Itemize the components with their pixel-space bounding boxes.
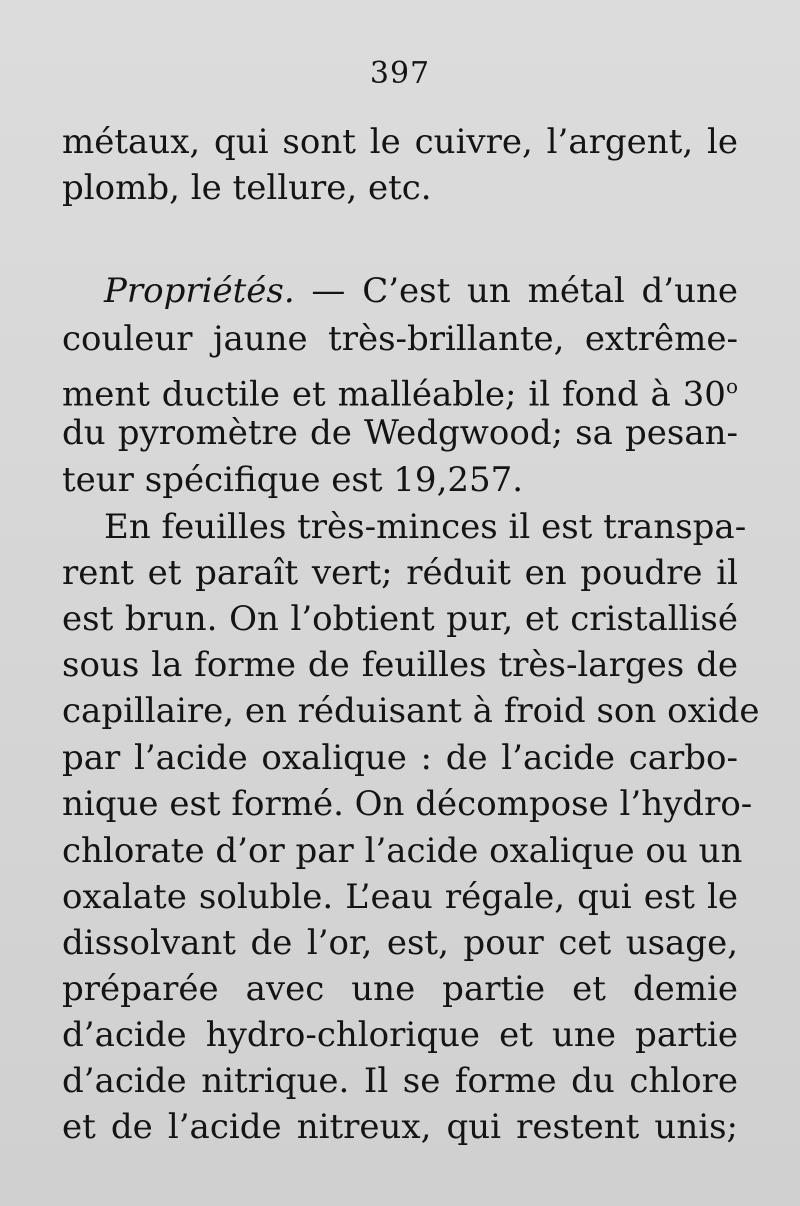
text-line: par l’acide oxalique : de l’acide carbo- (62, 738, 738, 778)
text-line (104, 268, 738, 314)
text-line: du pyromètre de Wedgwood; sa pesan- (62, 413, 738, 453)
page-number: 397 (369, 56, 431, 91)
text-line: et de l’acide nitreux, qui restent unis; (62, 1107, 738, 1147)
text-line: métaux, qui sont le cuivre, l’argent, le (62, 122, 738, 162)
text-line: rent et paraît vert; réduit en poudre il (62, 553, 738, 593)
text-line: est brun. On l’obtient pur, et cristallisé (62, 599, 738, 639)
text-fragment: — C’est un métal d’une (294, 271, 738, 311)
text-line: d’acide nitrique. Il se forme du chlore (62, 1061, 738, 1101)
text-line: capillaire, en réduisant à froid son oxide (62, 691, 760, 731)
text-line: couleur jaune très-brillante, extrême- (62, 319, 738, 359)
text-line: oxalate soluble. L’eau régale, qui est le (62, 877, 738, 917)
text-line: dissolvant de l’or, est, pour cet usage, (62, 923, 738, 963)
text-line: En feuilles très-minces il est transpa- (104, 507, 747, 547)
text-line: teur spécifique est 19,257. (62, 460, 524, 500)
text-fragment: ment ductile et malléable; il fond à 30 (62, 374, 726, 415)
text-line: chlorate d’or par l’acide oxalique ou un (62, 831, 743, 871)
text-line: préparée avec une partie et demie (62, 969, 738, 1009)
text-line: plomb, le tellure, etc. (62, 168, 432, 208)
section-heading: Propriétés. (104, 271, 295, 311)
text-line: nique est formé. On décompose l’hydro- (62, 784, 753, 824)
text-line: d’acide hydro-chlorique et une partie (62, 1015, 738, 1055)
degree-sign: o (725, 374, 738, 398)
text-line: sous la forme de feuilles très-larges de (62, 645, 738, 685)
